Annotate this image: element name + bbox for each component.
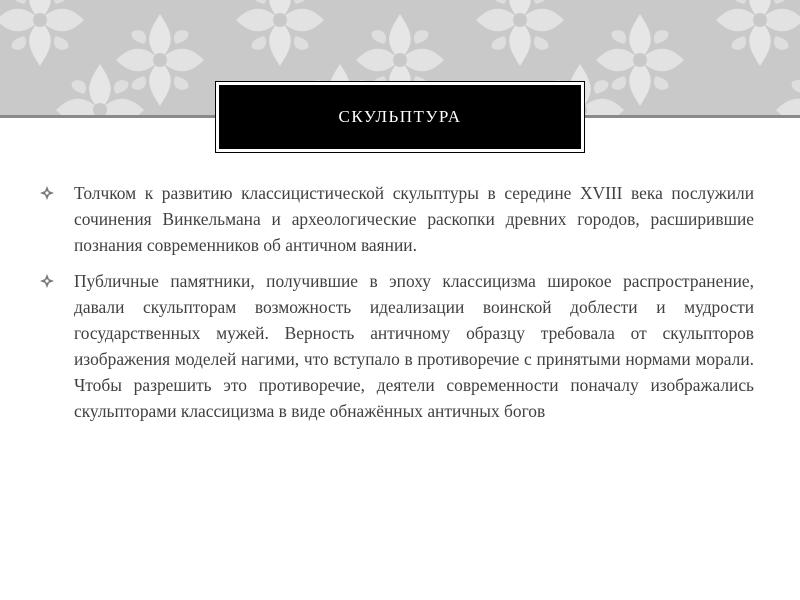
bullet-item: [38, 180, 754, 258]
bullet-item: [38, 268, 754, 424]
title-box: [216, 82, 584, 152]
bullet-text: Публичные памятники, получившие в эпоху классицизма широкое распространение, давали скульпторам возможность идеализации воинской доблести и мудрости государственных мужей. Верность античному образцу требовала от скульпторов изображения моделей нагими, что вступало в противоречие с принятыми нормами морали. Чтобы разрешить это противоречие, деятели современности поначалу изображались скульпторами классицизма в виде обнажённых античных богов: [74, 271, 754, 421]
diamond-bullet-icon: [40, 274, 54, 288]
bullet-text: Толчком к развитию классицистической скульптуры в середине XVIII века послужили сочинения Винкельмана и археологические раскопки древних городов, расширившие познания современников об античном ваянии.: [74, 183, 754, 255]
slide-title: СКУЛЬПТУРА: [338, 107, 462, 126]
diamond-bullet-icon: [40, 186, 54, 200]
bullet-list: [38, 180, 754, 434]
